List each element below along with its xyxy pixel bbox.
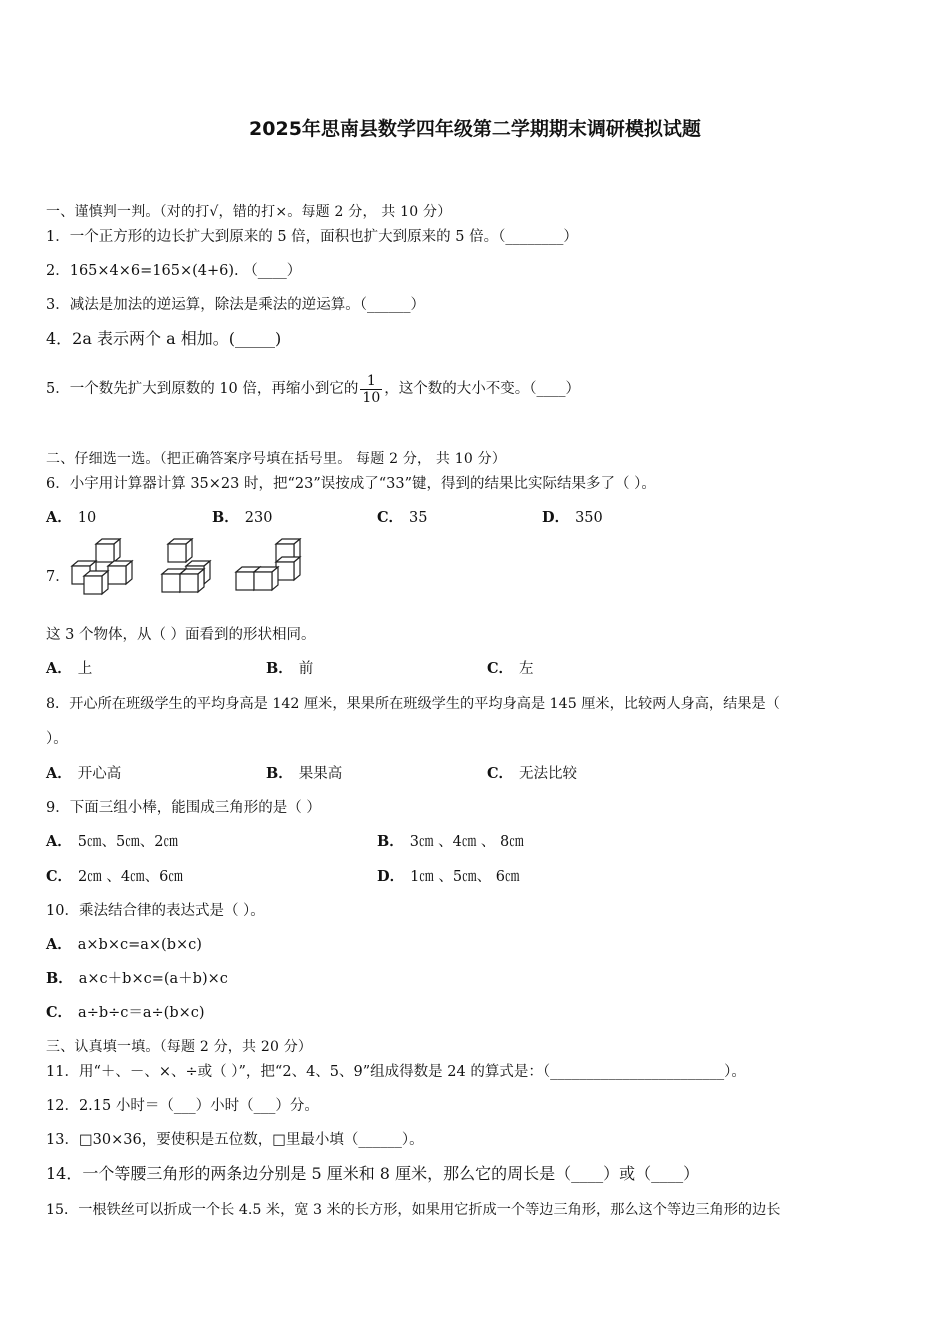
- q9-option-d: [377, 867, 519, 887]
- question-5-before: 5．一个数先扩大到原数的 10 倍，再缩小到它的: [46, 381, 359, 397]
- cube: [96, 539, 120, 562]
- q7-option-a: [46, 659, 92, 679]
- section-1-heading: 一、谨慎判一判。（对的打√，错的打×。每题 2 分， 共 10 分）: [46, 204, 452, 220]
- option-text: 上: [77, 661, 93, 677]
- q9-option-a: [46, 832, 178, 852]
- question-15: 15．一根铁丝可以折成一个长 4.5 米，宽 3 米的长方形，如果用它折成一个等边三角形，那么这个等边三角形的边长: [46, 1202, 781, 1218]
- page-title: 2025年思南县数学四年级第二学期期末调研模拟试题: [249, 118, 701, 140]
- q6-option-c: [377, 508, 428, 528]
- option-letter: C．: [487, 660, 514, 677]
- option-text: 10: [77, 510, 97, 526]
- question-1: 1．一个正方形的边长扩大到原来的 5 倍，面积也扩大到原来的 5 倍。（________）: [46, 229, 578, 245]
- q7-option-c: [487, 659, 534, 679]
- option-text: 无法比较: [519, 766, 578, 782]
- question-14: 14．一个等腰三角形的两条边分别是 5 厘米和 8 厘米，那么它的周长是（____）或（____）: [46, 1164, 700, 1183]
- option-text: a×b×c=a×(b×c): [77, 937, 202, 953]
- cube-figure-2: [158, 538, 220, 602]
- question-9: 9．下面三组小棒，能围成三角形的是（ ）: [46, 800, 321, 816]
- q8-option-a: [46, 764, 121, 784]
- option-letter: A．: [46, 936, 72, 953]
- option-letter: D．: [542, 509, 570, 526]
- question-5-after: ，这个数的大小不变。（____）: [384, 381, 580, 397]
- option-text: 230: [244, 510, 273, 526]
- question-7-number: 7．: [46, 569, 70, 585]
- q10-option-b: [46, 969, 228, 989]
- question-4: 4．2a 表示两个 a 相加。(_____): [46, 329, 282, 348]
- q9-option-c: [46, 867, 183, 887]
- question-2: 2．165×4×6=165×(4+6). （____）: [46, 263, 302, 279]
- cube: [108, 561, 132, 584]
- option-text: a×c＋b×c=(a＋b)×c: [78, 971, 228, 987]
- cube: [180, 569, 204, 592]
- cube: [276, 557, 300, 580]
- option-text: 5㎝、5㎝、2㎝: [77, 834, 178, 850]
- option-letter: B．: [377, 833, 404, 850]
- option-letter: A．: [46, 509, 72, 526]
- cube-figure-3: [232, 538, 304, 602]
- option-text: 前: [298, 661, 314, 677]
- q6-option-b: [212, 508, 272, 528]
- section-2-heading: 二、仔细选一选。（把正确答案序号填在括号里。 每题 2 分， 共 10 分）: [46, 451, 507, 467]
- q6-option-a: [46, 508, 96, 528]
- cube: [254, 567, 278, 590]
- q6-option-d: [542, 508, 603, 528]
- option-text: 开心高: [77, 766, 122, 782]
- option-letter: C．: [46, 868, 73, 885]
- fraction: [360, 373, 382, 406]
- cube-figure-1: [68, 538, 140, 602]
- question-8-cont: ）。: [46, 731, 68, 747]
- cube: [84, 571, 108, 594]
- option-letter: B．: [266, 660, 293, 677]
- question-7: 这 3 个物体，从（ ）面看到的形状相同。: [46, 627, 316, 643]
- option-letter: C．: [377, 509, 404, 526]
- option-letter: A．: [46, 765, 72, 782]
- question-3: 3．减法是加法的逆运算，除法是乘法的逆运算。（______）: [46, 297, 425, 313]
- question-12: 12．2.15 小时＝（___）小时（___）分。: [46, 1098, 319, 1114]
- q8-option-b: [266, 764, 342, 784]
- q7-option-b: [266, 659, 313, 679]
- question-5: [46, 369, 580, 409]
- option-text: 35: [409, 510, 428, 526]
- q9-option-b: [377, 832, 524, 852]
- section-3-heading: 三、认真填一填。（每题 2 分，共 20 分）: [46, 1039, 313, 1055]
- question-8: 8．开心所在班级学生的平均身高是 142 厘米，果果所在班级学生的平均身高是 145 厘米，比较两人身高，结果是（: [46, 696, 780, 712]
- q10-option-c: [46, 1003, 205, 1023]
- cube: [168, 539, 192, 562]
- option-letter: B．: [212, 509, 239, 526]
- option-letter: A．: [46, 660, 72, 677]
- question-6: 6．小宇用计算器计算 35×23 时，把“23”误按成了“33”键，得到的结果比实际结果多了（ ）。: [46, 476, 656, 492]
- option-text: 果果高: [298, 766, 343, 782]
- fraction-numerator: 1: [360, 373, 382, 390]
- question-13: 13．□30×36，要使积是五位数，□里最小填（______）。: [46, 1132, 424, 1148]
- q8-option-c: [487, 764, 577, 784]
- option-text: 左: [519, 661, 534, 677]
- option-text: 1㎝ 、5㎝、 6㎝: [410, 869, 520, 885]
- option-letter: C．: [46, 1004, 73, 1021]
- option-letter: C．: [487, 765, 514, 782]
- option-letter: D．: [377, 868, 405, 885]
- fraction-denominator: 10: [362, 389, 381, 406]
- q10-option-a: [46, 935, 202, 955]
- option-letter: A．: [46, 833, 72, 850]
- option-text: 350: [575, 510, 603, 526]
- option-letter: B．: [46, 970, 73, 987]
- question-10: 10．乘法结合律的表达式是（ ）。: [46, 903, 265, 919]
- option-text: 2㎝ 、4㎝、6㎝: [78, 869, 183, 885]
- question-11: 11．用“＋、－、×、÷或（ ）”，把“2、4、5、9”组成得数是 24 的算式是：（________________________）。: [46, 1064, 746, 1080]
- option-text: a÷b÷c＝a÷(b×c): [78, 1005, 205, 1021]
- option-text: 3㎝ 、4㎝ 、 8㎝: [409, 834, 524, 850]
- option-letter: B．: [266, 765, 293, 782]
